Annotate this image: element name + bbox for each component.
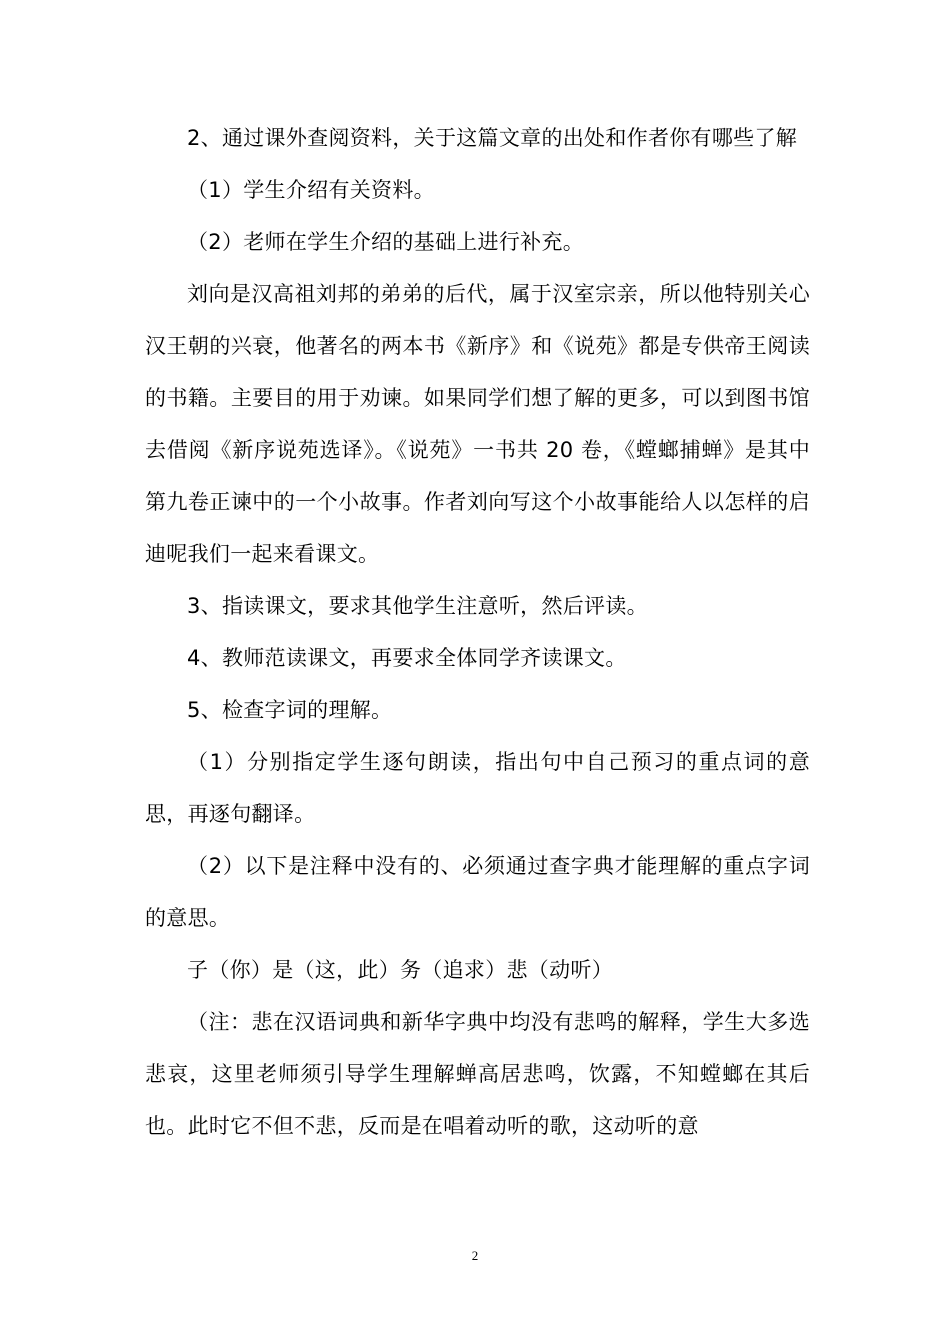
paragraph-sub-2: （2）以下是注释中没有的、必须通过查字典才能理解的重点字词的意思。	[145, 854, 810, 930]
paragraph-sub-1: （1）分别指定学生逐句朗读，指出句中自己预习的重点词的意思，再逐句翻译。	[145, 750, 810, 826]
paragraph-step-2: （2）老师在学生介绍的基础上进行补充。	[187, 230, 585, 254]
paragraph-question-3: 3、指读课文，要求其他学生注意听，然后评读。	[187, 594, 648, 618]
body-text	[145, 112, 810, 1152]
page-number: 2	[471, 1248, 479, 1263]
paragraph-vocabulary: 子（你）是（这，此）务（追求）悲（动听）	[187, 958, 613, 982]
paragraph-step-1: （1）学生介绍有关资料。	[187, 178, 435, 202]
paragraph-question-5: 5、检查字词的理解。	[187, 698, 393, 722]
paragraph-author-intro: 刘向是汉高祖刘邦的弟弟的后代，属于汉室宗亲，所以他特别关心汉王朝的兴衰，他著名的两本书《新序》和《说苑》都是专供帝王阅读的书籍。主要目的用于劝谏。如果同学们想了解的更多，可以到图书馆去借阅《新序说苑选译》。《说苑》一书共 20 卷，《螳螂捕蝉》是其中第九卷正谏中的一个小故事。作者刘向写这个小故事能给人以怎样的启迪呢我们一起来看课文。	[145, 282, 810, 566]
paragraph-note: （注：悲在汉语词典和新华字典中均没有悲鸣的解释，学生大多选悲哀，这里老师须引导学生理解蝉高居悲鸣，饮露，不知螳螂在其后也。此时它不但不悲，反而是在唱着动听的歌，这动听的意	[145, 1010, 810, 1138]
paragraph-question-2: 2、通过课外查阅资料，关于这篇文章的出处和作者你有哪些了解	[187, 126, 798, 150]
paragraph-question-4: 4、教师范读课文，再要求全体同学齐读课文。	[187, 646, 627, 670]
